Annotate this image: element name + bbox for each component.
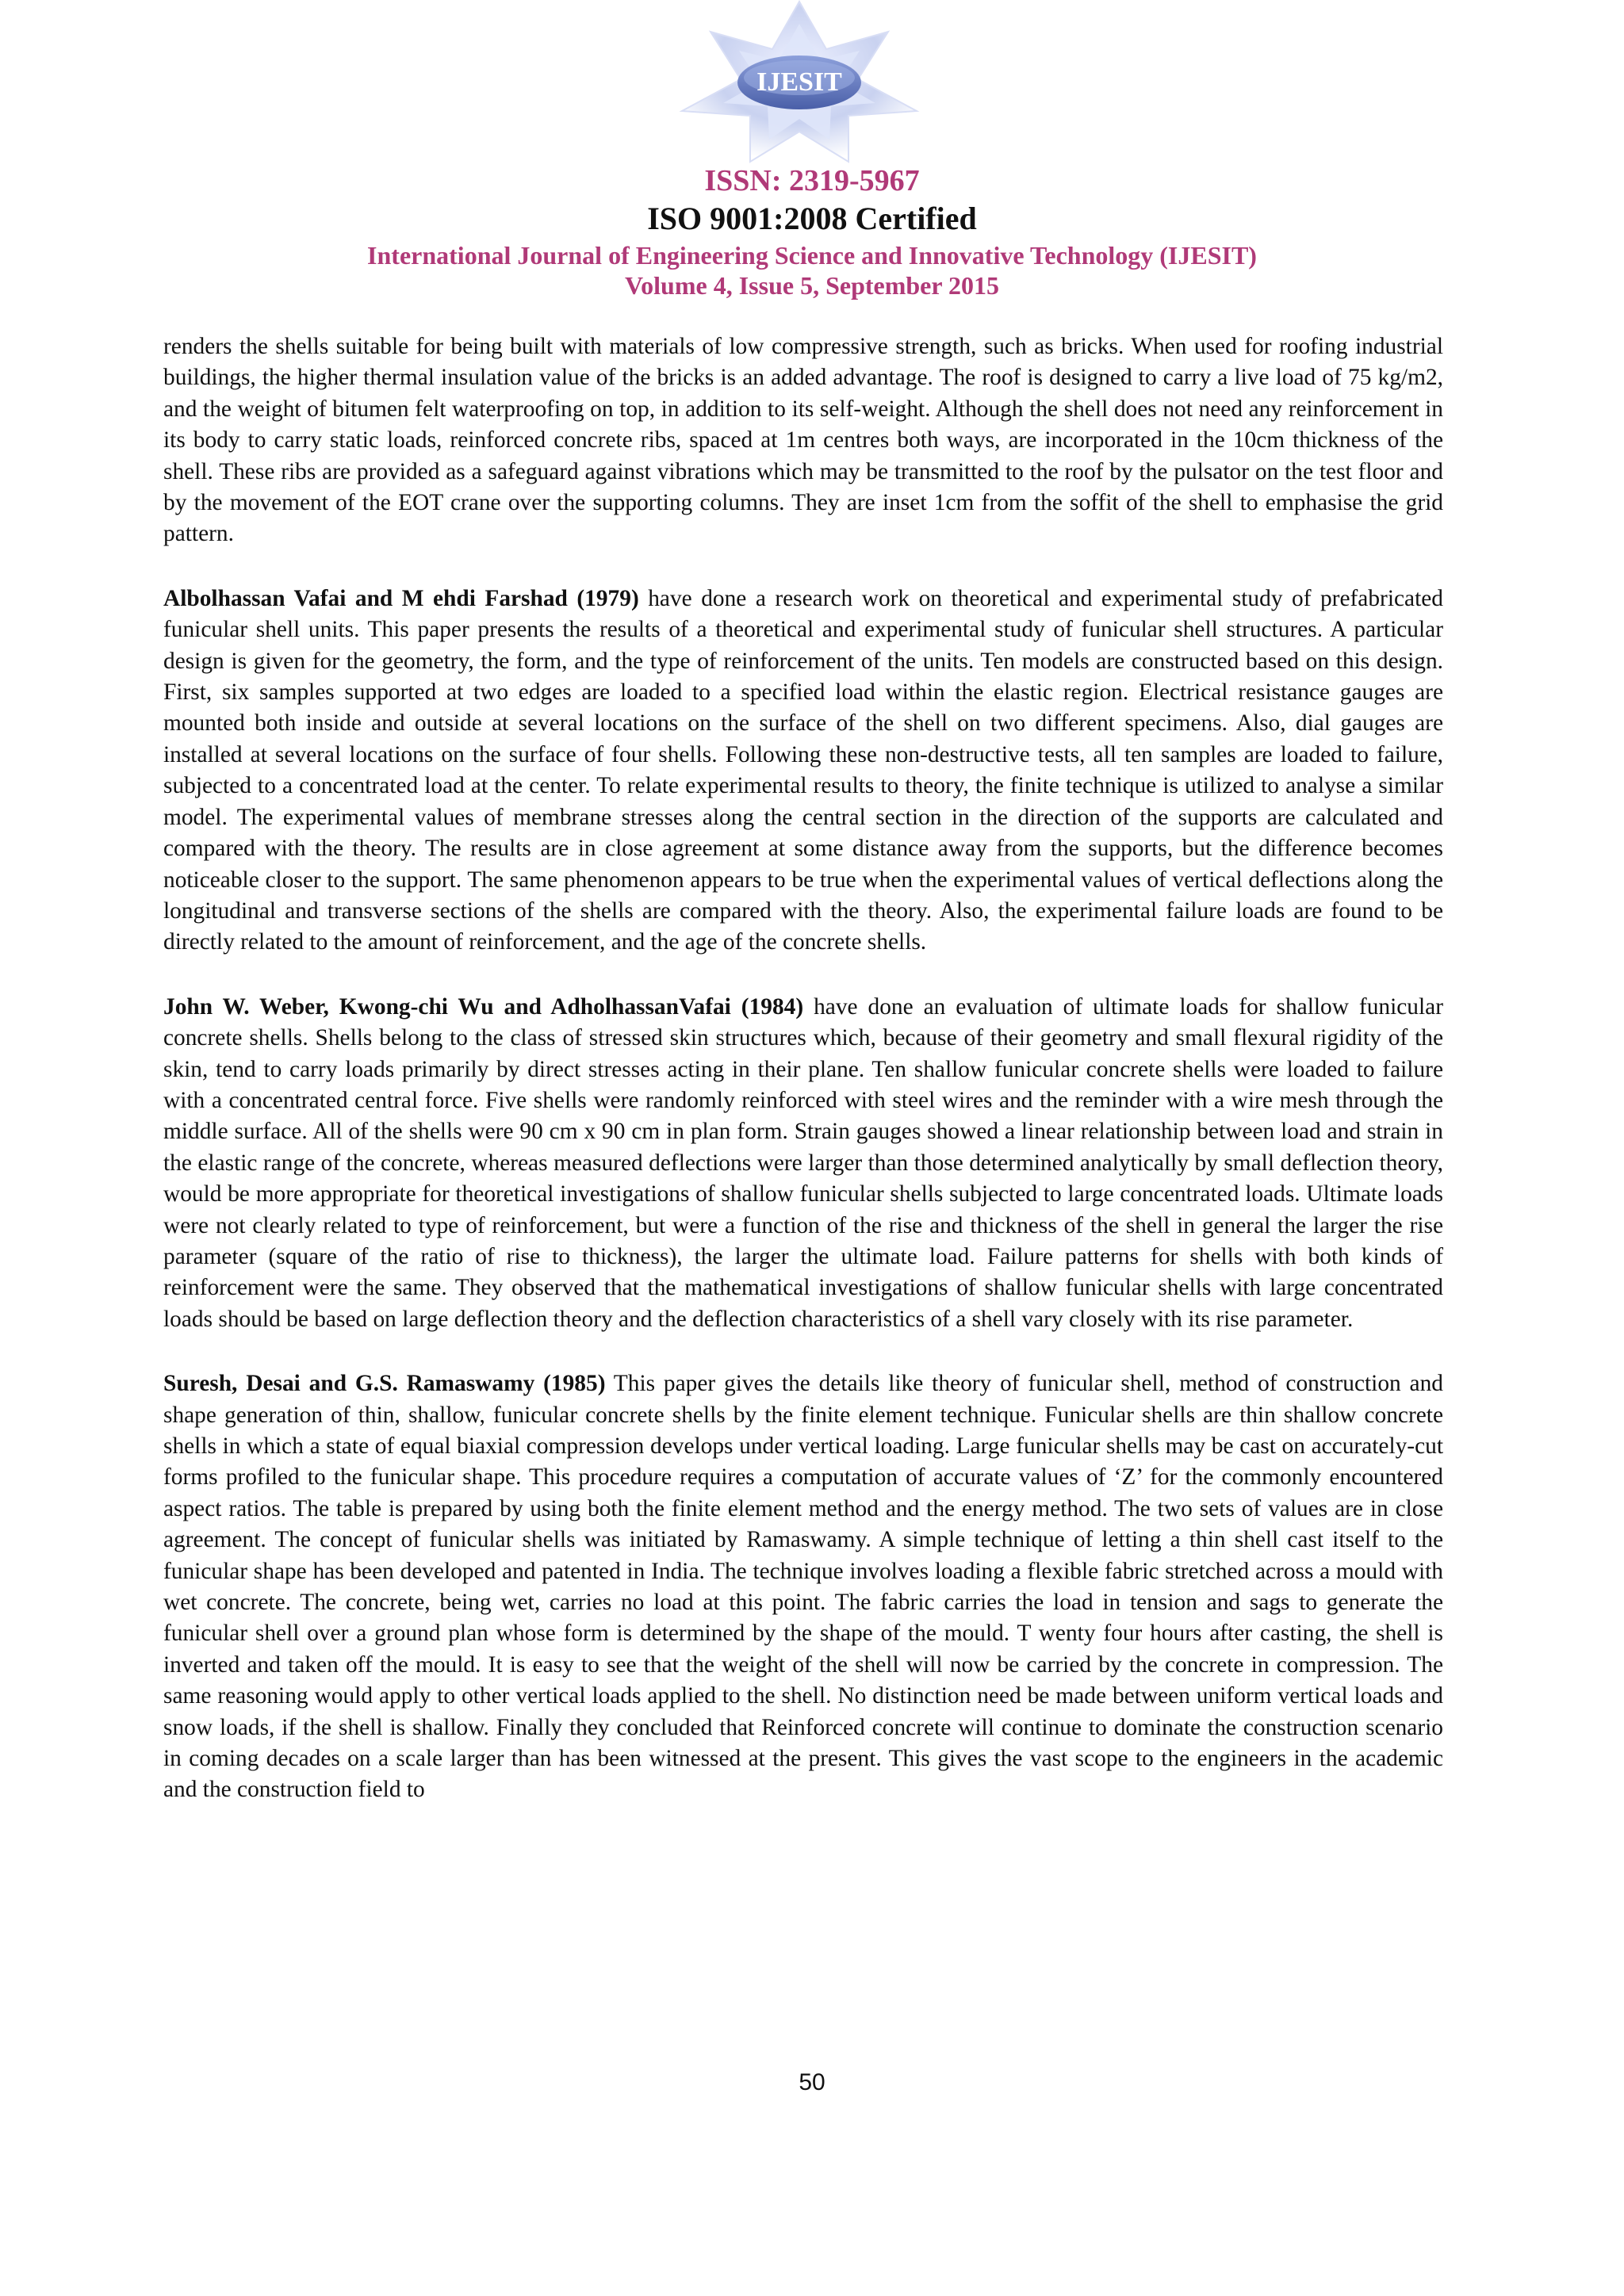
- paragraph-3-citation: John W. Weber, Kwong-chi Wu and AdholhassanVafai (1984): [163, 993, 804, 1020]
- journal-logo: [650, 0, 948, 163]
- paragraph-3-text: have done an evaluation of ultimate loads for shallow funicular concrete shells. Shells belong to the class of stressed skin structures which, because of their geometry and small flexural rigidity of the skin, tend to carry loads primarily by direct stresses acting in their plane. Ten shallow funicular concrete shells were loaded to failure with a concentrated central force. Five shells were randomly reinforced with steel wires and the reminder with a wire mesh through the middle surface. All of the shells were 90 cm x 90 cm in plan form. Strain gauges showed a linear relationship between load and strain in the elastic range of the concrete, whereas measured deflections were larger than those determined analytically by small deflection theory, would be more appropriate for theoretical investigations of shallow funicular shells subjected to large concentrated loads. Ultimate loads were not clearly related to type of reinforcement, but were a function of the rise and thickness of the shell in general the larger the rise parameter (square of the ratio of rise to thickness), the larger the ultimate load. Failure patterns for shells with both kinds of reinforcement were the same. They observed that the mathematical investigations of shallow funicular shells with large concentrated loads should be based on large deflection theory and the deflection characteristics of a shell vary closely with its rise parameter.: [163, 993, 1443, 1332]
- paragraph-4: [163, 1368, 1443, 1806]
- logo-star-icon: [650, 0, 948, 163]
- iso-certification: ISO 9001:2008 Certified: [647, 201, 977, 236]
- paragraph-1: [163, 331, 1443, 550]
- page-number: 50: [799, 2069, 825, 2095]
- issn-line: ISSN: 2319-5967: [704, 164, 920, 197]
- paragraph-1-text: renders the shells suitable for being built with materials of low compressive strength, such as bricks. When used for roofing industrial buildings, the higher thermal insulation value of the bricks is an added advantage. The roof is designed to carry a live load of 75 kg/m2, and the weight of bitumen felt waterproofing on top, in addition to its self-weight. Although the shell does not need any reinforcement in its body to carry static loads, reinforced concrete ribs, spaced at 1m centres both ways, are incorporated in the 10cm thickness of the shell. These ribs are provided as a safeguard against vibrations which may be transmitted to the roof by the pulsator on the test floor and by the movement of the EOT crane over the supporting columns. They are inset 1cm from the soffit of the shell to emphasise the grid pattern.: [163, 334, 1443, 547]
- paragraph-4-text: This paper gives the details like theory of funicular shell, method of construction and shape generation of thin, shallow, funicular concrete shells by the finite element technique. Funicular shells are thin shallow concrete shells in which a state of equal biaxial compression develops under vertical loading. Large funicular shells may be cast on accurately-cut forms profiled to the funicular shape. This procedure requires a computation of accurate values of ‘Z’ for the commonly encountered aspect ratios. The table is prepared by using both the finite element method and the energy method. The two sets of values are in close agreement. The concept of funicular shells was initiated by Ramaswamy. A simple technique of letting a thin shell cast itself to the funicular shape has been developed and patented in India. The technique involves loading a flexible fabric stretched across a mould with wet concrete. The concrete, being wet, carries no load at this point. The fabric carries the load in tension and sags to generate the funicular shell over a ground plan whose form is determined by the shape of the mould. T wenty four hours after casting, the shell is inverted and taken off the mould. It is easy to see that the weight of the shell will now be carried by the concrete in compression. The same reasoning would apply to other vertical loads applied to the shell. No distinction need be made between uniform vertical loads and snow loads, if the shell is shallow. Finally they concluded that Reinforced concrete will continue to dominate the construction scenario in coming decades on a scale larger than has been witnessed at the present. This gives the vast scope to the engineers in the academic and the construction field to: [163, 1371, 1443, 1803]
- paragraph-2-text: have done a research work on theoretical and experimental study of prefabricated funicular shell units. This paper presents the results of a theoretical and experimental study of funicular shell structures. A particular design is given for the geometry, the form, and the type of reinforcement of the units. Ten models are constructed based on this design. First, six samples supported at two edges are loaded to a specified load within the elastic region. Electrical resistance gauges are mounted both inside and outside at several locations on the surface of the shell on two different specimens. Also, dial gauges are installed at several locations on the surface of four shells. Following these non-destructive tests, all ten samples are loaded to failure, subjected to a concentrated load at the center. To relate experimental results to theory, the finite technique is utilized to analyse a similar model. The experimental values of membrane stresses along the central section in the direction of the supports are calculated and compared with the theory. The results are in close agreement at some distance away from the supports, but the difference becomes noticeable closer to the support. The same phenomenon appears to be true when the experimental values of vertical deflections along the longitudinal and transverse sections of the shells are compared with the theory. Also, the experimental failure loads are found to be directly related to the amount of reinforcement, and the age of the concrete shells.: [163, 585, 1443, 955]
- paragraph-3: [163, 992, 1443, 1335]
- logo-text: IJESIT: [756, 67, 842, 97]
- paragraph-2: [163, 584, 1443, 959]
- paragraph-2-citation: Albolhassan Vafai and M ehdi Farshad (1979): [163, 585, 639, 611]
- paragraph-4-citation: Suresh, Desai and G.S. Ramaswamy (1985): [163, 1371, 606, 1397]
- journal-title: International Journal of Engineering Science and Innovative Technology (IJESIT): [367, 241, 1257, 270]
- article-body: [163, 331, 1443, 1839]
- journal-volume: Volume 4, Issue 5, September 2015: [624, 271, 999, 300]
